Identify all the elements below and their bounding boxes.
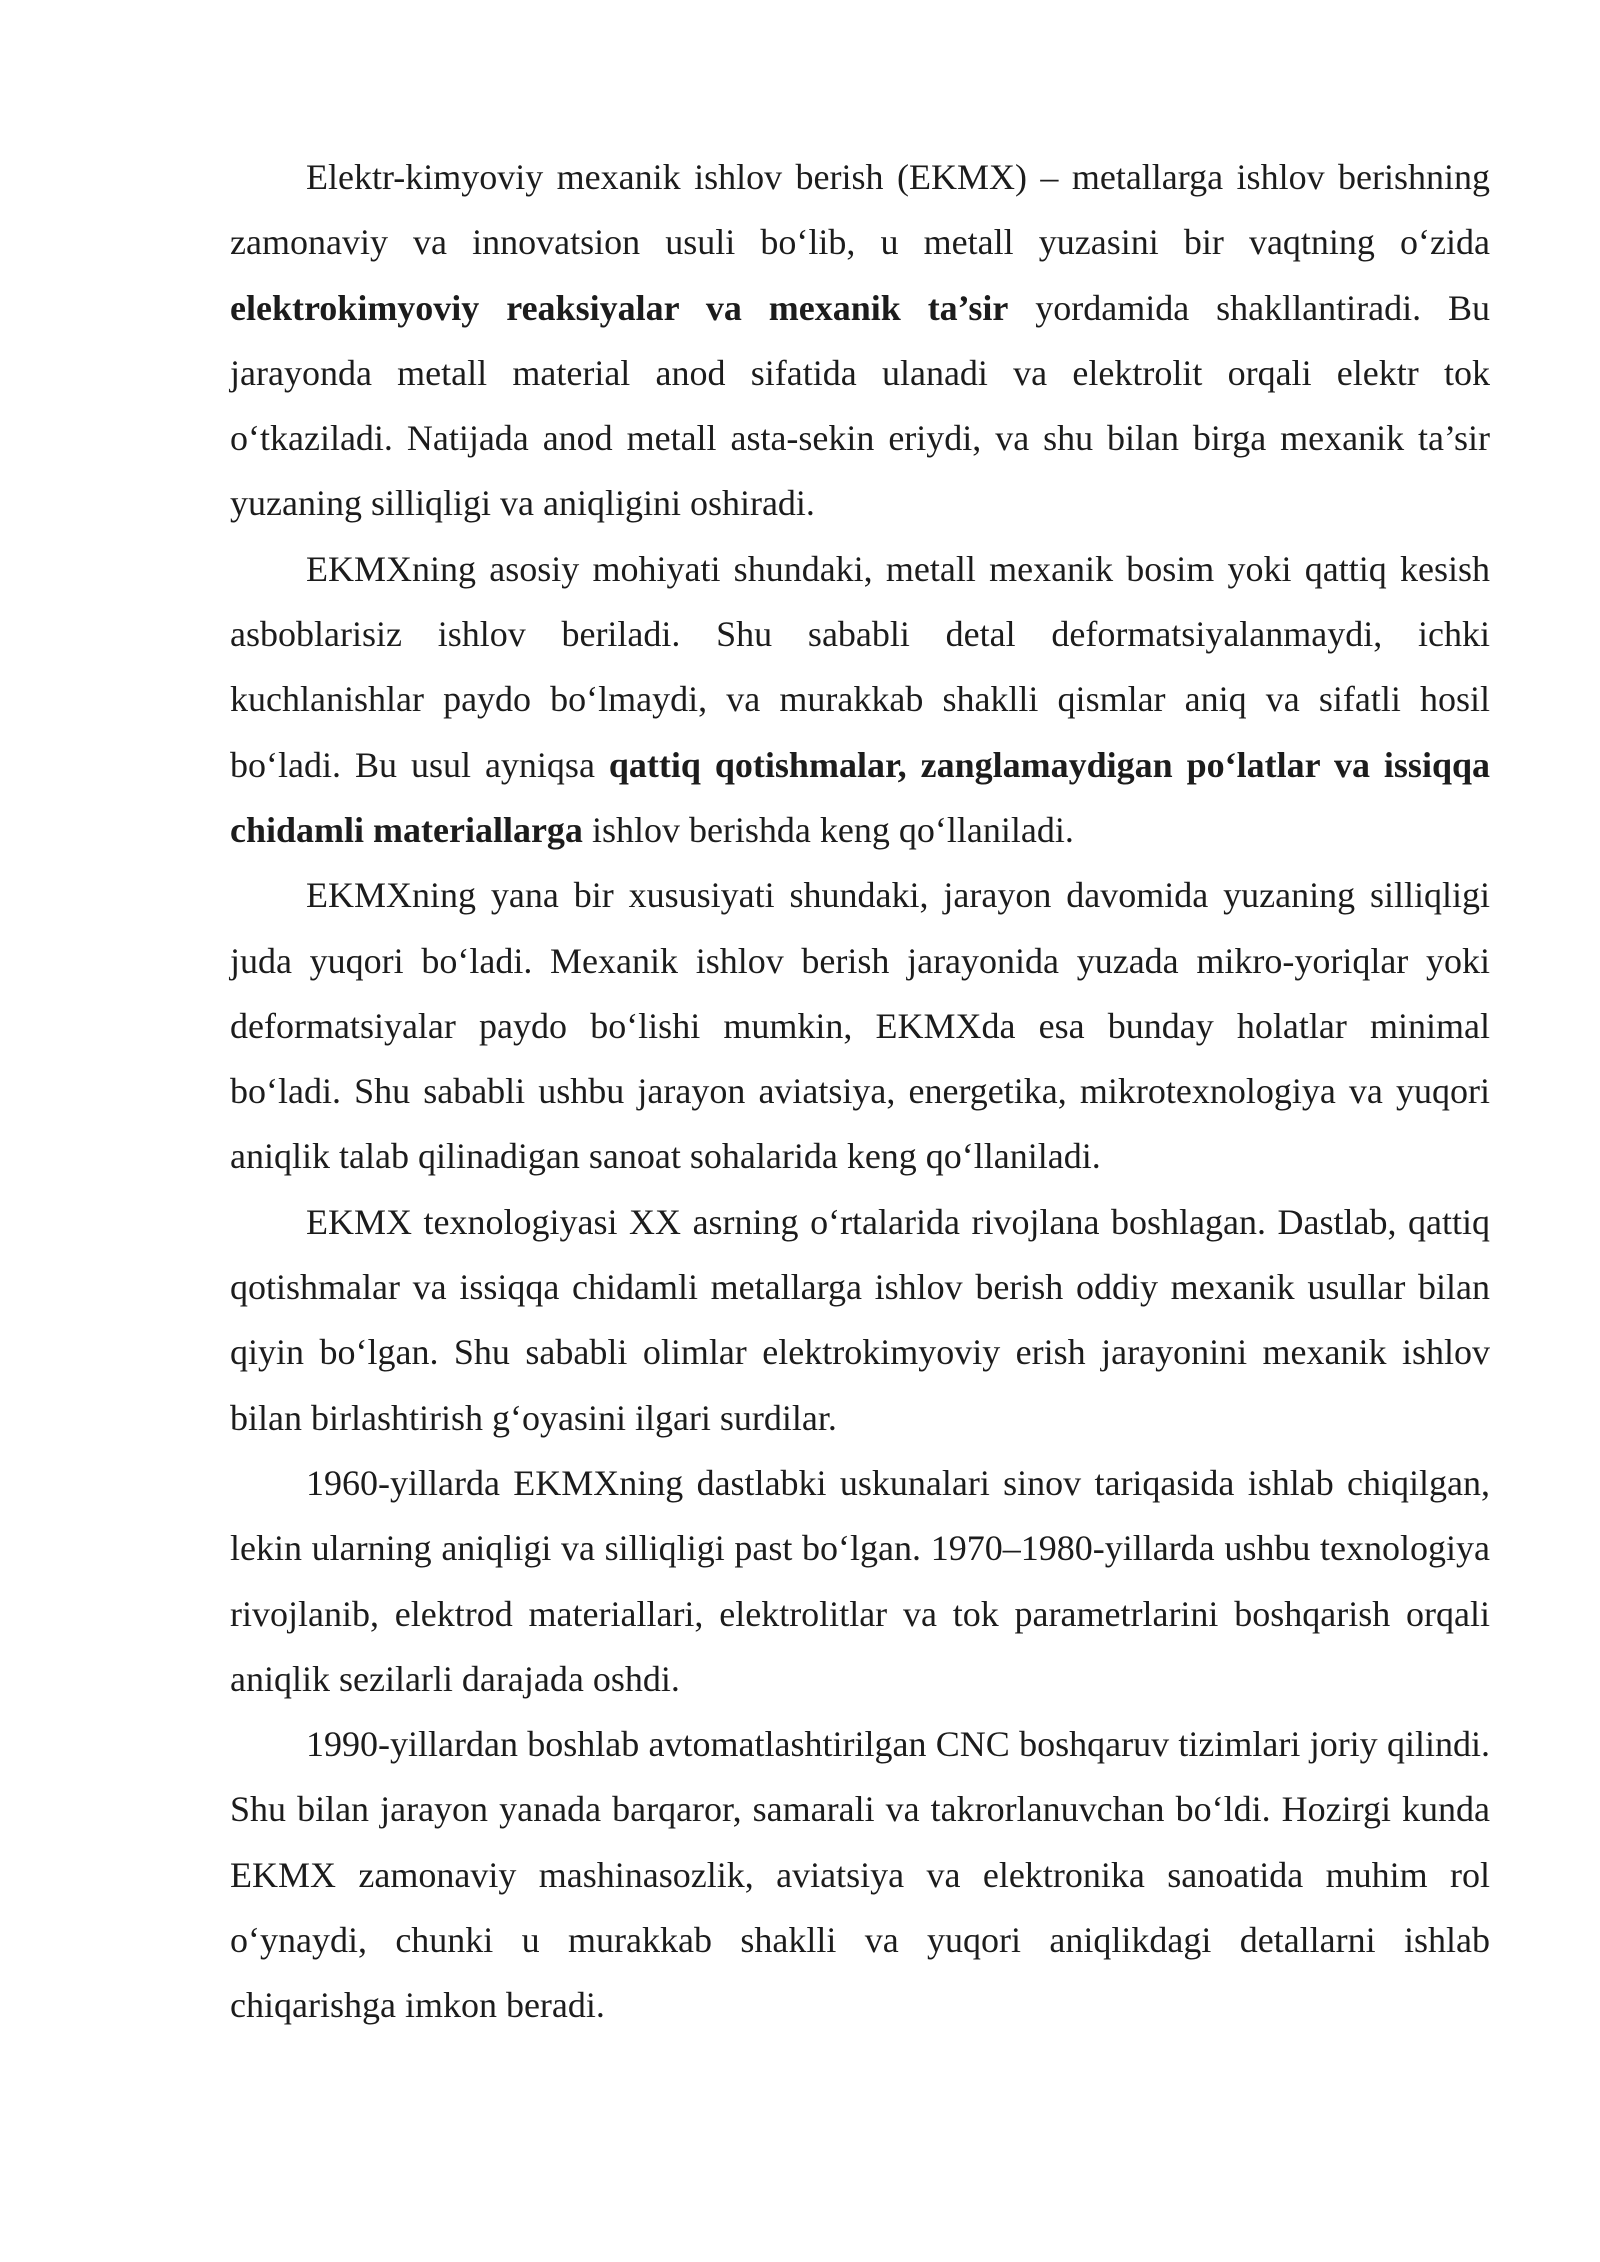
paragraph-text: EKMXning asosiy mohiyati shundaki, metall mexanik bosim yoki qattiq kesish asboblarisiz ishlov beriladi. Shu sababli detal deformatsiyalanmaydi, ichki kuchlanishlar paydo bo‘lmaydi, va murakkab shaklli qismlar aniq va sifatli hosil bo‘ladi. Bu usul ayniqsa <box>230 548 1490 785</box>
paragraph-text: EKMXning yana bir xususiyati shundaki, jarayon davomida yuzaning silliqligi juda yuqori bo‘ladi. Mexanik ishlov berish jarayonida yuzada mikro-yoriqlar yoki deformatsiyalar paydo bo‘lishi mumkin, EKMXda esa bunday holatlar minimal bo‘ladi. Shu sababli ushbu jarayon aviatsiya, energetika, mikrotexnologiya va yuqori aniqlik talab qilinadigan sanoat sohalarida keng qo‘llaniladi. <box>230 875 1490 1177</box>
paragraph-text: yordamida shakllantiradi. Bu jarayonda metall material anod sifatida ulanadi va elektrolit orqali elektr tok o‘tkaziladi. Natijada anod metall asta-sekin eriydi, va shu bilan birga mexanik ta’sir yuzaning silliqligi va aniqligini oshiradi. <box>230 287 1491 524</box>
paragraph-ekmx-essence <box>230 537 1490 863</box>
bold-phrase: qattiq qotishmalar, zanglamaydigan po‘latlar va issiqqa chidamli materiallarga <box>230 744 1490 850</box>
document-page <box>230 145 1490 2039</box>
paragraph-text: EKMX texnologiyasi XX asrning o‘rtalarida rivojlana boshlagan. Dastlab, qattiq qotishmalar va issiqqa chidamli metallarga ishlov berish oddiy mexanik usullar bilan qiyin bo‘lgan. Shu sababli olimlar elektrokimyoviy erish jarayonini mexanik ishlov bilan birlashtirish g‘oyasini ilgari surdilar. <box>230 1201 1490 1438</box>
paragraph-text: 1960-yillarda EKMXning dastlabki uskunalari sinov tariqasida ishlab chiqilgan, lekin ularning aniqligi va silliqligi past bo‘lgan. 1970–1980-yillarda ushbu texnologiya rivojlanib, elektrod materiallari, elektrolitlar va tok parametrlarini boshqarish orqali aniqlik sezilarli darajada oshdi. <box>230 1462 1490 1699</box>
paragraph-ekmx-history <box>230 1190 1490 1451</box>
paragraph-ekmx-surface-quality <box>230 863 1490 1189</box>
paragraph-text: 1990-yillardan boshlab avtomatlashtirilgan CNC boshqaruv tizimlari joriy qilindi. Shu bilan jarayon yanada barqaror, samarali va takrorlanuvchan bo‘ldi. Hozirgi kunda EKMX zamonaviy mashinasozlik, aviatsiya va elektronika sanoatida muhim rol o‘ynaydi, chunki u murakkab shaklli va yuqori aniqlikdagi detallarni ishlab chiqarishga imkon beradi. <box>230 1724 1490 2026</box>
paragraph-ekmx-1990s <box>230 1712 1490 2038</box>
paragraph-ekmx-1960s <box>230 1451 1490 1712</box>
paragraph-text: ishlov berishda keng qo‘llaniladi. <box>582 809 1074 850</box>
paragraph-ekmx-definition <box>230 145 1490 537</box>
paragraph-text: Elektr-kimyoviy mexanik ishlov berish (EKMX) – metallarga ishlov berishning zamonaviy va innovatsion usuli bo‘lib, u metall yuzasini bir vaqtning o‘zida <box>230 157 1490 263</box>
bold-phrase: elektrokimyoviy reaksiyalar va mexanik ta’sir <box>230 287 1009 328</box>
